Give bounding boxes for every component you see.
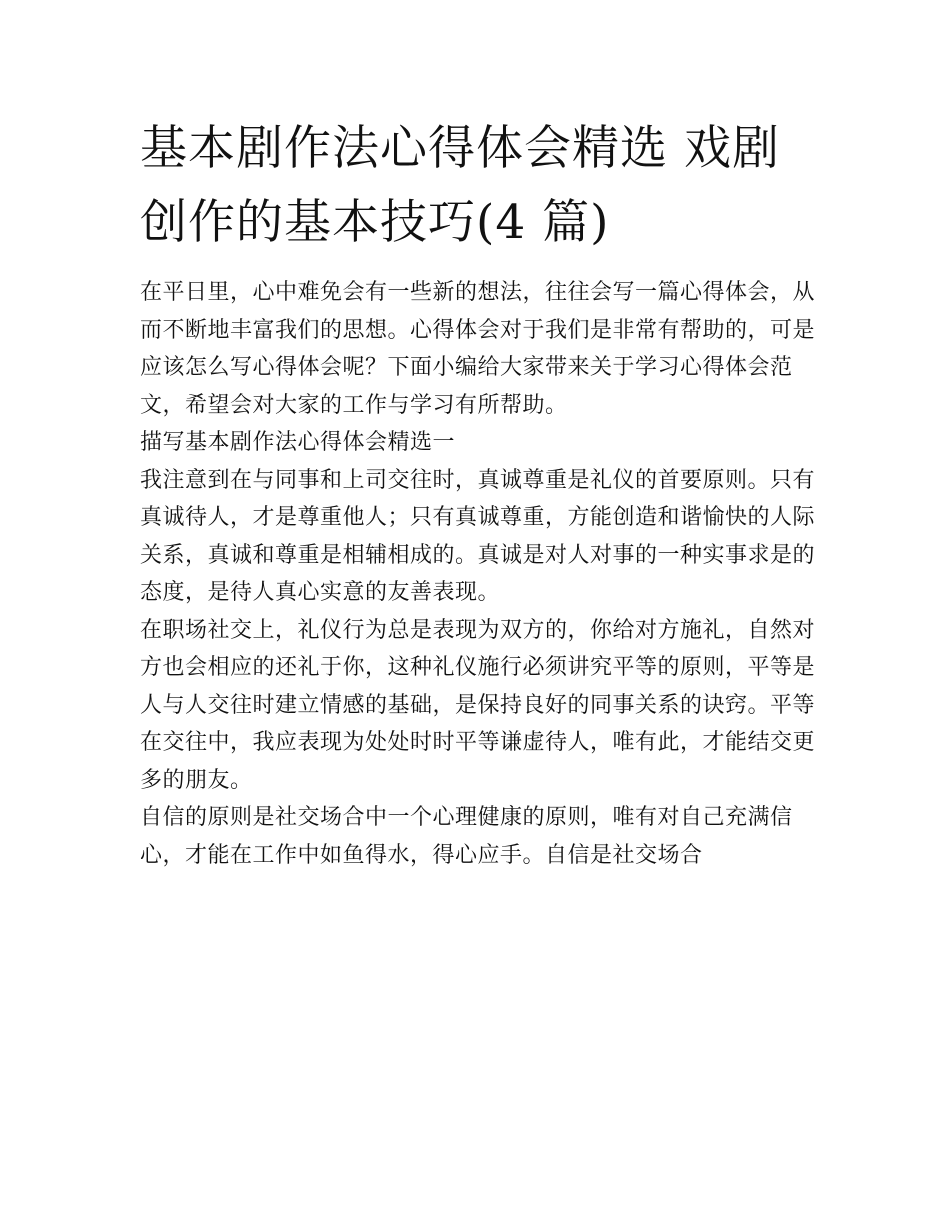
section-heading: 描写基本剧作法心得体会精选一: [140, 430, 456, 455]
document-title: 基本剧作法心得体会精选 戏剧创作的基本技巧(4 篇): [140, 121, 780, 250]
body-paragraph-equality: 在职场社交上，礼仪行为总是表现为双方的，你给对方施礼，自然对方也会相应的还礼于你，这种礼仪施行必须讲究平等的原则，平等是人与人交往时建立情感的基础，是保持良好的同事关系的诀窍。平等在交往中，我应表现为处处时时平等谦虚待人，唯有此，才能结交更多的朋友。: [140, 617, 816, 793]
intro-paragraph: 在平日里，心中难免会有一些新的想法，往往会写一篇心得体会，从而不断地丰富我们的思想。心得体会对于我们是非常有帮助的，可是应该怎么写心得体会呢？下面小编给大家带来关于学习心得体会范文，希望会对大家的工作与学习有所帮助。: [140, 280, 816, 418]
title-spacer: [140, 260, 820, 274]
body-paragraph-sincerity: 我注意到在与同事和上司交往时，真诚尊重是礼仪的首要原则。只有真诚待人，才是尊重他人；只有真诚尊重，方能创造和谐愉快的人际关系，真诚和尊重是相辅相成的。真诚是对人对事的一种实事求是的态度，是待人真心实意的友善表现。: [140, 467, 816, 605]
body-paragraph-confidence: 自信的原则是社交场合中一个心理健康的原则，唯有对自己充满信心，才能在工作中如鱼得水，得心应手。自信是社交场合: [140, 805, 793, 868]
